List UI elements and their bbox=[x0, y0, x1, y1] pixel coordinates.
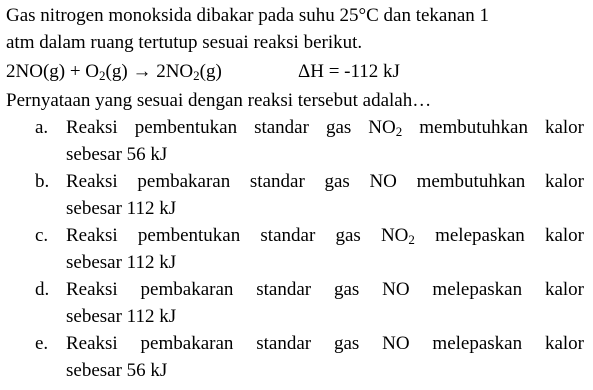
option-a[interactable] bbox=[6, 114, 584, 168]
option-c[interactable] bbox=[6, 222, 584, 276]
option-letter: a. bbox=[35, 117, 49, 138]
option-letter: d. bbox=[35, 279, 50, 300]
option-text: Reaksi pembakaran standar gas NO melepaskan kalor sebesar 112 kJ bbox=[66, 279, 584, 327]
intro-line-1: Gas nitrogen monoksida dibakar pada suhu 25°C dan tekanan 1 bbox=[6, 5, 490, 26]
reaction-reactants: $2NO(g) + O_2(g) \to 2NO_2(g)$ bbox=[6, 61, 222, 83]
option-text: Reaksi pembentukan standar gas $NO_2$ melepaskan kalor sebesar 112 kJ bbox=[66, 225, 584, 273]
o2-subscript: 2 bbox=[99, 68, 106, 83]
option-e[interactable] bbox=[6, 330, 584, 384]
intro-line-2: atm dalam ruang tertutup sesuai reaksi berikut. bbox=[6, 32, 363, 53]
option-letter: b. bbox=[35, 171, 50, 192]
option-text: Reaksi pembakaran standar gas NO melepaskan kalor sebesar 56 kJ bbox=[66, 333, 584, 381]
option-b[interactable] bbox=[6, 168, 584, 222]
option-text: Reaksi pembentukan standar gas $NO_2$ membutuhkan kalor sebesar 56 kJ bbox=[66, 117, 584, 165]
answer-options bbox=[6, 114, 584, 384]
reaction-equation bbox=[6, 58, 584, 85]
document bbox=[6, 2, 584, 384]
option-d[interactable] bbox=[6, 276, 584, 330]
option-letter: c. bbox=[35, 225, 49, 246]
question-text: Pernyataan yang sesuai dengan reaksi tersebut adalah… bbox=[6, 90, 432, 111]
option-text: Reaksi pembakaran standar gas NO membutuhkan kalor sebesar 112 kJ bbox=[66, 171, 584, 219]
no2-subscript: 2 bbox=[193, 68, 200, 83]
option-letter: e. bbox=[35, 333, 49, 354]
enthalpy-value: ΔH = -112 kJ bbox=[298, 61, 400, 82]
